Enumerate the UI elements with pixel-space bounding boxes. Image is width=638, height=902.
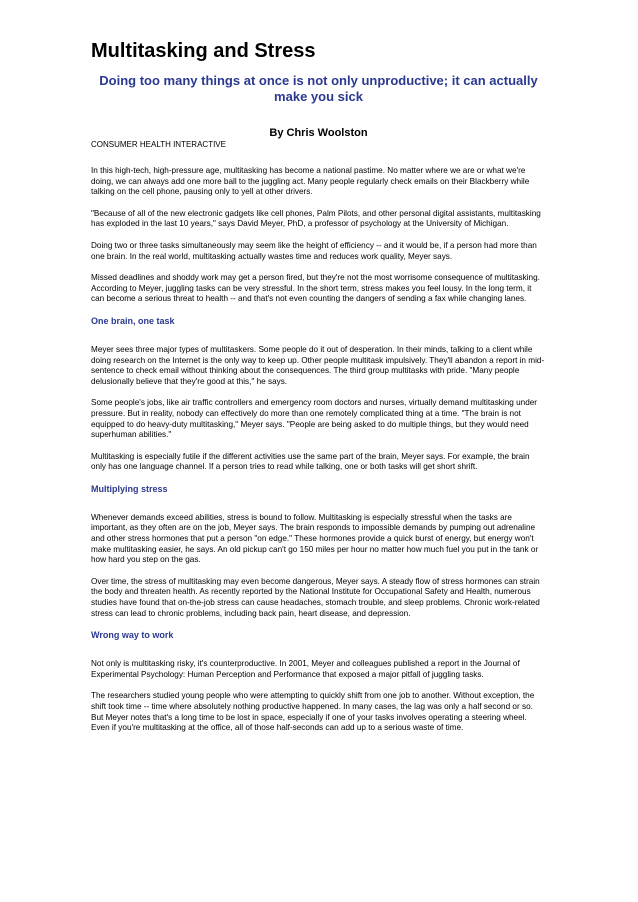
paragraph: The researchers studied young people who were attempting to quickly shift from one job to another. Without exception, the shift took time -- time where absolutely nothing productive happened. In many cases, the lag was only a half second or so. But Meyer notes that's a long time to be lost in space, especially if one of your tasks involves operating a steering wheel. Even if you're multitasking at the office, all of those half-seconds can add up to a serious waste of time. xyxy=(91,691,535,733)
paragraph: Doing two or three tasks simultaneously may seem like the height of efficiency -- and it would be, if a person had more than one brain. In the real world, multitasking actually wastes time and reduces work quality, Meyer says. xyxy=(91,240,537,261)
section-heading-multiplying-stress: Multiplying stress xyxy=(91,483,168,494)
paragraph: Missed deadlines and shoddy work may get a person fired, but they're not the most worrisome consequence of multitasking. According to Meyer, juggling tasks can be very stressful. In the short term, stress makes you feel lousy. In the long term, it can become a serious threat to health -- and that's not even counting the dangers of sending a fax while changing lanes. xyxy=(91,273,540,304)
paragraph: In this high-tech, high-pressure age, multitasking has become a national pastime. No matter where we are or what we're doing, we can always add one more ball to the juggling act. Many people regularly check emails on their Blackberry while talking on the cell phone, pausing only to yell at other drivers. xyxy=(91,166,530,197)
paragraph: Some people's jobs, like air traffic controllers and emergency room doctors and nurses, virtually demand multitasking under pressure. But in reality, nobody can effectively do more than one remotely complicated thing at a time. "The brain is not equipped to do heavy-duty multitasking," Meyer says. "People are being asked to do multiple things, but they would need superhuman abilities." xyxy=(91,398,538,440)
section-heading-one-brain: One brain, one task xyxy=(91,315,175,326)
paragraph: Whenever demands exceed abilities, stress is bound to follow. Multitasking is especially stressful when the tasks are important, as they often are on the job, Meyer says. The brain responds to impossible demands by pumping out adrenaline and other stress hormones that put a person "on edge." These hormones provide a quick burst of energy, but energy won't make multitasking easier, he says. An old pickup can't go 150 miles per hour no matter how much fuel you put in the tank or how hard you step on the gas. xyxy=(91,512,539,565)
article-byline: By Chris Woolston xyxy=(269,127,368,139)
paragraph: "Because of all of the new electronic gadgets like cell phones, Palm Pilots, and other personal digital assistants, multitasking has exploded in the last 10 years," says David Meyer, PhD, a professor of psychology at the University of Michigan. xyxy=(91,208,541,229)
article-body xyxy=(91,166,546,745)
paragraph: Over time, the stress of multitasking may even become dangerous, Meyer says. A steady flow of stress hormones can strain the body and threaten health. As recently reported by the National Institute for Occupational Safety and Health, numerous studies have found that on-the-job stress can cause headaches, stomach trouble, and sleep problems. Chronic work-related stress can lead to chronic problems, including back pain, heart disease, and depression. xyxy=(91,576,540,618)
article-source: CONSUMER HEALTH INTERACTIVE xyxy=(91,140,226,149)
section-heading-wrong-way: Wrong way to work xyxy=(91,630,174,641)
paragraph: Multitasking is especially futile if the different activities use the same part of the brain, Meyer says. For example, the brain only has one language channel. If a person tries to read while talking, one or both tasks will get short shrift. xyxy=(91,451,530,472)
article-subtitle: Doing too many things at once is not only unproductive; it can actually make you sick xyxy=(99,73,538,104)
article-title: Multitasking and Stress xyxy=(91,40,316,62)
paragraph: Not only is multitasking risky, it's counterproductive. In 2001, Meyer and colleagues published a report in the Journal of Experimental Psychology: Human Perception and Performance that exposed a major pitfall of juggling tasks. xyxy=(91,659,520,679)
paragraph: Meyer sees three major types of multitaskers. Some people do it out of desperation. In their minds, talking to a client while doing research on the Internet is the only way to keep up. Other people multitask impulsively. They'll abandon a report in mid-sentence to check email without thinking about the consequences. The third group multitasks with pride. "Many people delusionally believe that they're good at this," he says. xyxy=(91,344,545,386)
